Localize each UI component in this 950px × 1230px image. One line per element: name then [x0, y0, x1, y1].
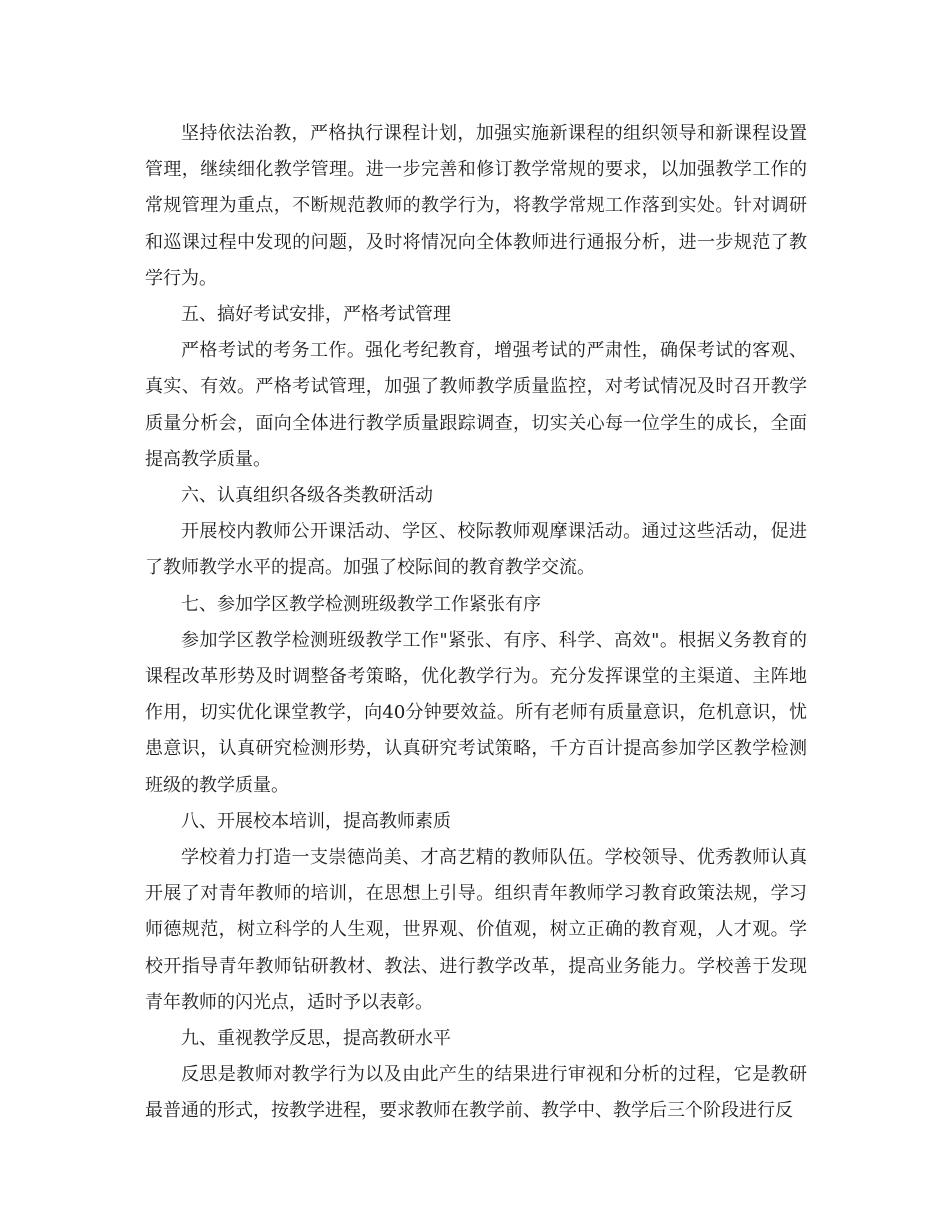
paragraph-school-training: 学校着力打造一支崇德尚美、才高艺精的教师队伍。学校领导、优秀教师认真开展了对青年教师的培训，在思想上引导。组织青年教师学习教育政策法规，学习师德规范，树立科学的人生观，世界观、价值观，树立正确的教育观，人才观。学校开指导青年教师钻研教材、教法、进行教学改革，提高业务能力。学校善于发现青年教师的闪光点，适时予以表彰。: [145, 847, 807, 1013]
document-page: [145, 116, 807, 1130]
heading-exam-arrangement: 五、搞好考试安排，严格考试管理: [181, 304, 451, 326]
paragraph-teaching-management: 坚持依法治教，严格执行课程计划，加强实施新课程的组织领导和新课程设置管理，继续细化教学管理。进一步完善和修订教学常规的要求，以加强教学工作的常规管理为重点，不断规范教师的教学行为，将教学常规工作落到实处。针对调研和巡课过程中发现的问题，及时将情况向全体教师进行通报分析，进一步规范了教学行为。: [145, 123, 807, 289]
heading-teaching-reflection: 九、重视教学反思，提高教研水平: [181, 1028, 451, 1050]
paragraph-exam-management: 严格考试的考务工作。强化考纪教育，增强考试的严肃性，确保考试的客观、真实、有效。严格考试管理，加强了教师教学质量监控，对考试情况及时召开教学质量分析会，面向全体进行教学质量跟踪调查，切实关心每一位学生的成长，全面提高教学质量。: [145, 340, 807, 470]
paragraph-research-activities: 开展校内教师公开课活动、学区、校际教师观摩课活动。通过这些活动，促进了教师教学水平的提高。加强了校际间的教育教学交流。: [145, 521, 807, 579]
paragraph-district-testing: 参加学区教学检测班级教学工作"紧张、有序、科学、高效"。根据义务教育的课程改革形势及时调整备考策略，优化教学行为。充分发挥课堂的主渠道、主阵地作用，切实优化课堂教学，向40分钟要效益。所有老师有质量意识，危机意识，忧患意识，认真研究检测形势，认真研究考试策略，千方百计提高参加学区教学检测班级的教学质量。: [145, 629, 807, 796]
heading-school-training: 八、开展校本培训，提高教师素质: [181, 810, 451, 832]
heading-research-activities: 六、认真组织各级各类教研活动: [181, 485, 433, 507]
paragraph-teaching-reflection: 反思是教师对教学行为以及由此产生的结果进行审视和分析的过程，它是教研最普通的形式，按教学进程，要求教师在教学前、教学中、教学后三个阶段进行反: [145, 1064, 807, 1122]
heading-district-testing: 七、参加学区教学检测班级教学工作紧张有序: [181, 593, 541, 615]
